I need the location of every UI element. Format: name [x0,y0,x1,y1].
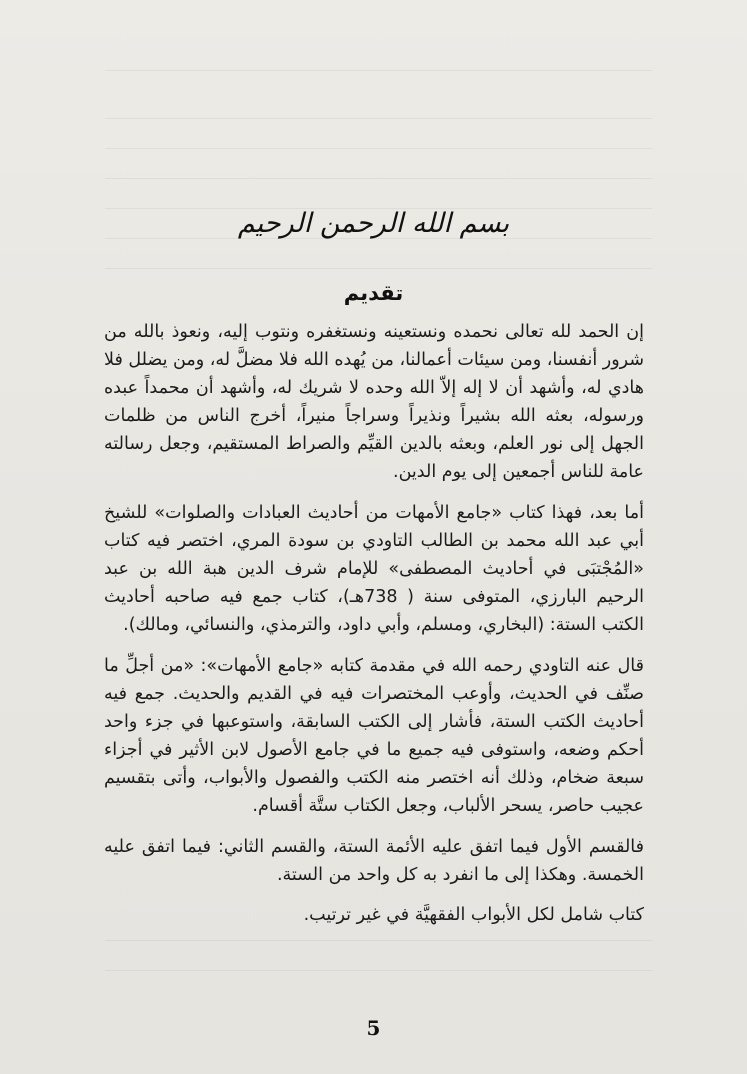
page-number: 5 [366,1016,381,1040]
paragraph: كتاب شامل لكل الأبواب الفقهيَّة في غير ترتيب. [303,905,644,925]
bleed-through-line [105,970,652,981]
bleed-through-line [105,118,652,129]
bleed-through-line [105,238,652,249]
bleed-through-line [105,178,652,189]
paragraph: فالقسم الأول فيما اتفق عليه الأئمة الستة، والقسم الثاني: فيما اتفق عليه الخمسة. وهكذا إلى ما انفرد به كل واحد من الستة. [104,837,644,885]
bleed-through-line [105,70,652,81]
basmala-calligraphy: بسم الله الرحمن الرحيم [237,208,510,239]
body-text [104,318,644,942]
paragraph: أما بعد، فهذا كتاب «جامع الأمهات من أحاديث العبادات والصلوات» للشيخ أبي عبد الله محمد بن الطالب التاودي بن سودة المري، اختصر فيه كتاب «المُجْتبَى في أحاديث المصطفى» للإمام شرف الدين هبة الله بن عبد الرحيم البارزي، المتوفى سنة ( 738هـ)، كتاب جمع فيه صاحبه أحاديث الكتب الستة: (البخاري، ومسلم، وأبي داود، والترمذي، والنسائي، ومالك). [104,503,645,635]
bleed-through-line [105,268,652,279]
paragraph: إن الحمد لله تعالى نحمده ونستعينه ونستغفره ونتوب إليه، ونعوذ بالله من شرور أنفسنا، ومن سيئات أعمالنا، من يُهده الله فلا مضلَّ له، ومن يضلل فلا هادي له، وأشهد أن لا إله إلاّ الله وحده لا شريك له، وأشهد أن محمداً عبده ورسوله، بعثه الله بشيراً ونذيراً وسراجاً منيراً، أخرج الناس من ظلمات الجهل إلى نور العلم، وبعثه بالدين القيِّم والصراط المستقيم، وجعل رسالته عامة للناس أجمعين إلى يوم الدين. [104,322,644,482]
bleed-through-line [105,148,652,159]
section-heading: تقديم [343,281,404,305]
paragraph: قال عنه التاودي رحمه الله في مقدمة كتابه «جامع الأمهات»: «من أجلِّ ما صنِّف في الحديث، وأوعب المختصرات فيه في القديم والحديث. جمع فيه أحاديث الكتب الستة، فأشار إلى الكتب السابقة، واستوعبها في جزء واحد أحكم وضعه، واستوفى فيه جميع ما في جامع الأصول لابن الأثير في أجزاء سبعة ضخام، وذلك أنه اختصر منه الكتب والفصول والأبواب، وأتى بتقسيم عجيب حاصر، يسحر الألباب، وجعل الكتاب ستَّة أقسام. [104,656,644,816]
